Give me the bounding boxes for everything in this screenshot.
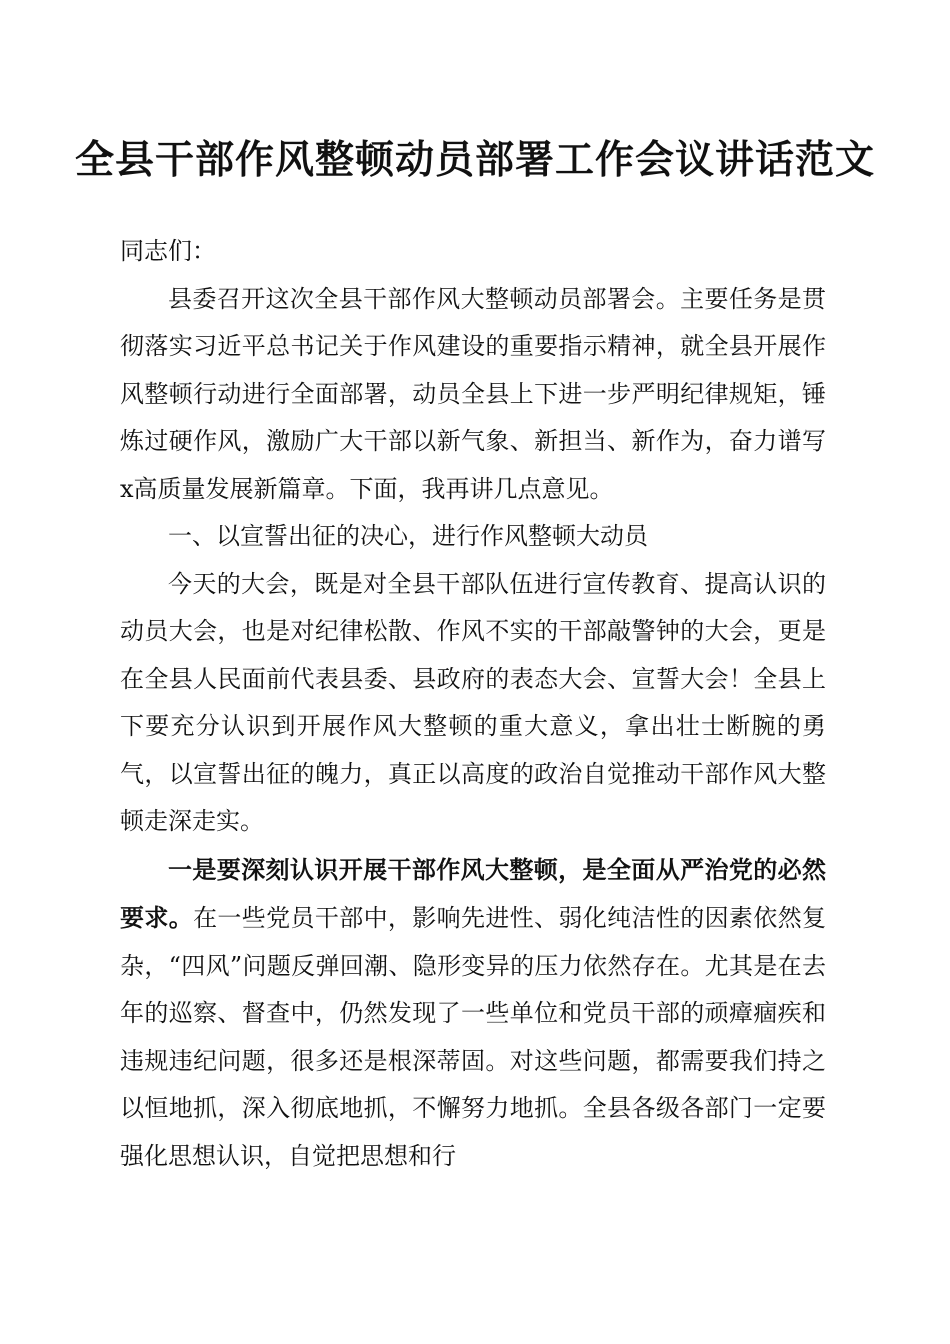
section-heading: 一、以宣誓出征的决心，进行作风整顿大动员 (168, 522, 648, 550)
section-paragraph: 今天的大会，既是对全县干部队伍进行宣传教育、提高认识的动员大会，也是对纪律松散、作风不实的干部敲警钟的大会，更是在全县人民面前代表县委、县政府的表态大会、宣誓大会！全县上下要充分认识到开展作风大整顿的重大意义，拿出壮士断腕的勇气，以宣誓出征的魄力，真正以高度的政治自觉推动干部作风大整顿走深走实。 (120, 569, 826, 835)
document-title: 全县干部作风整顿动员部署工作会议讲话范文 (74, 137, 875, 183)
intro-paragraph: 县委召开这次全县干部作风大整顿动员部署会。主要任务是贯彻落实习近平总书记关于作风建设的重要指示精神，就全县开展作风整顿行动进行全面部署，动员全县上下进一步严明纪律规矩，锤炼过硬作风，激励广大干部以新气象、新担当、新作为，奋力谱写x高质量发展新篇章。下面，我再讲几点意见。 (120, 284, 826, 503)
greeting: 同志们： (120, 237, 216, 265)
document-body (120, 228, 826, 1180)
point-lead-sentence: 一是要深刻认识开展干部作风大整顿，是全面从严治党的必然要求。 (120, 854, 826, 932)
point-paragraph (120, 846, 826, 1181)
point-body-text: 在一些党员干部中，影响先进性、弱化纯洁性的因素依然复杂，“四风”问题反弹回潮、隐形变异的压力依然存在。尤其是在去年的巡察、督查中，仍然发现了一些单位和党员干部的顽瘴痼疾和违规违纪问题，很多还是根深蒂固。对这些问题，都需要我们持之以恒地抓，深入彻底地抓，不懈努力地抓。全县各级各部门一定要强化思想认识，自觉把思想和行 (120, 904, 827, 1170)
